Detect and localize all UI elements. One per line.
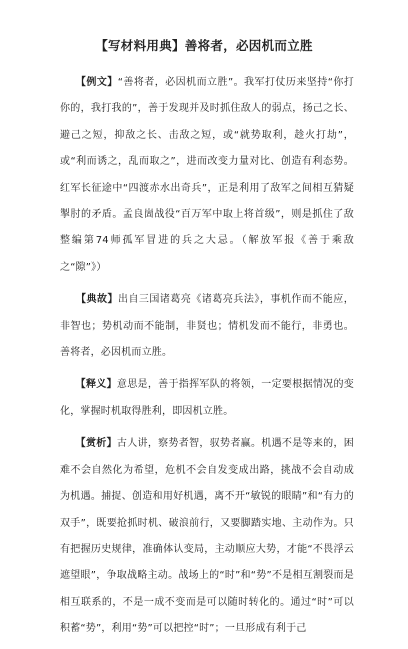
document-body [60,70,354,649]
paragraph-example [60,70,354,281]
paragraph-appreciation [60,431,354,642]
paragraph-meaning [60,372,354,425]
paragraph-text: 出自三国诸葛亮《诸葛亮兵法》，事机作而不能应，非智也；势机动而不能制，非贤也；情机发而不能行，非勇也。善将者，必因机而立胜。 [60,294,354,359]
paragraph-allusion [60,287,354,366]
paragraph-tag: 【例文】 [80,77,118,88]
paragraph-text: 古人讲，察势者智，驭势者赢。机遇不是等来的，困难不会自然化为希望，危机不会自发变成出路，挑战不会自动成为机遇。捕捉、创造和用好机遇，离不开“敏锐的眼睛”和“有力的双手”，既要抢抓时机、破浪前行，又要脚踏实地、主动作为。只有把握历史规律，准确体认变局，主动顺应大势，才能“不畏浮云遮望眼”，争取战略主动。战场上的“时”和“势”不是相互割裂而是相互联系的，不是一成不变而是可以随时转化的。通过“时”可以积蓄“势”，利用“势”可以把控“时”；一旦形成有利于己 [60,438,354,635]
paragraph-tag: 【赏析】 [80,438,117,450]
paragraph-tag: 【释义】 [80,379,117,391]
paragraph-text: “善将者，必因机而立胜”。我军打仗历来坚持“你打你的，我打我的”，善于发现并及时抓住敌人的弱点，扬己之长、避己之短，抑敌之长、击敌之短，或“就势取利，趁火打劫”，或“利而诱之，乱而取之”，进而改变力量对比、创造有利态势。红军长征途中“四渡赤水出奇兵”，正是利用了敌军之间相互猜疑掣肘的矛盾。孟良崮战役“百万军中取上将首级”，则是抓住了敌整编第74师孤军冒进的兵之大忌。（解放军报《善于乘敌之“隙”》） [60,77,354,273]
page-title: 【写材料用典】善将者，必因机而立胜 [95,38,313,53]
paragraph-tag: 【典故】 [80,294,118,306]
paragraph-text: 意思是，善于指挥军队的将领，一定要根据情况的变化，掌握时机取得胜利，即因机立胜。 [60,379,354,417]
